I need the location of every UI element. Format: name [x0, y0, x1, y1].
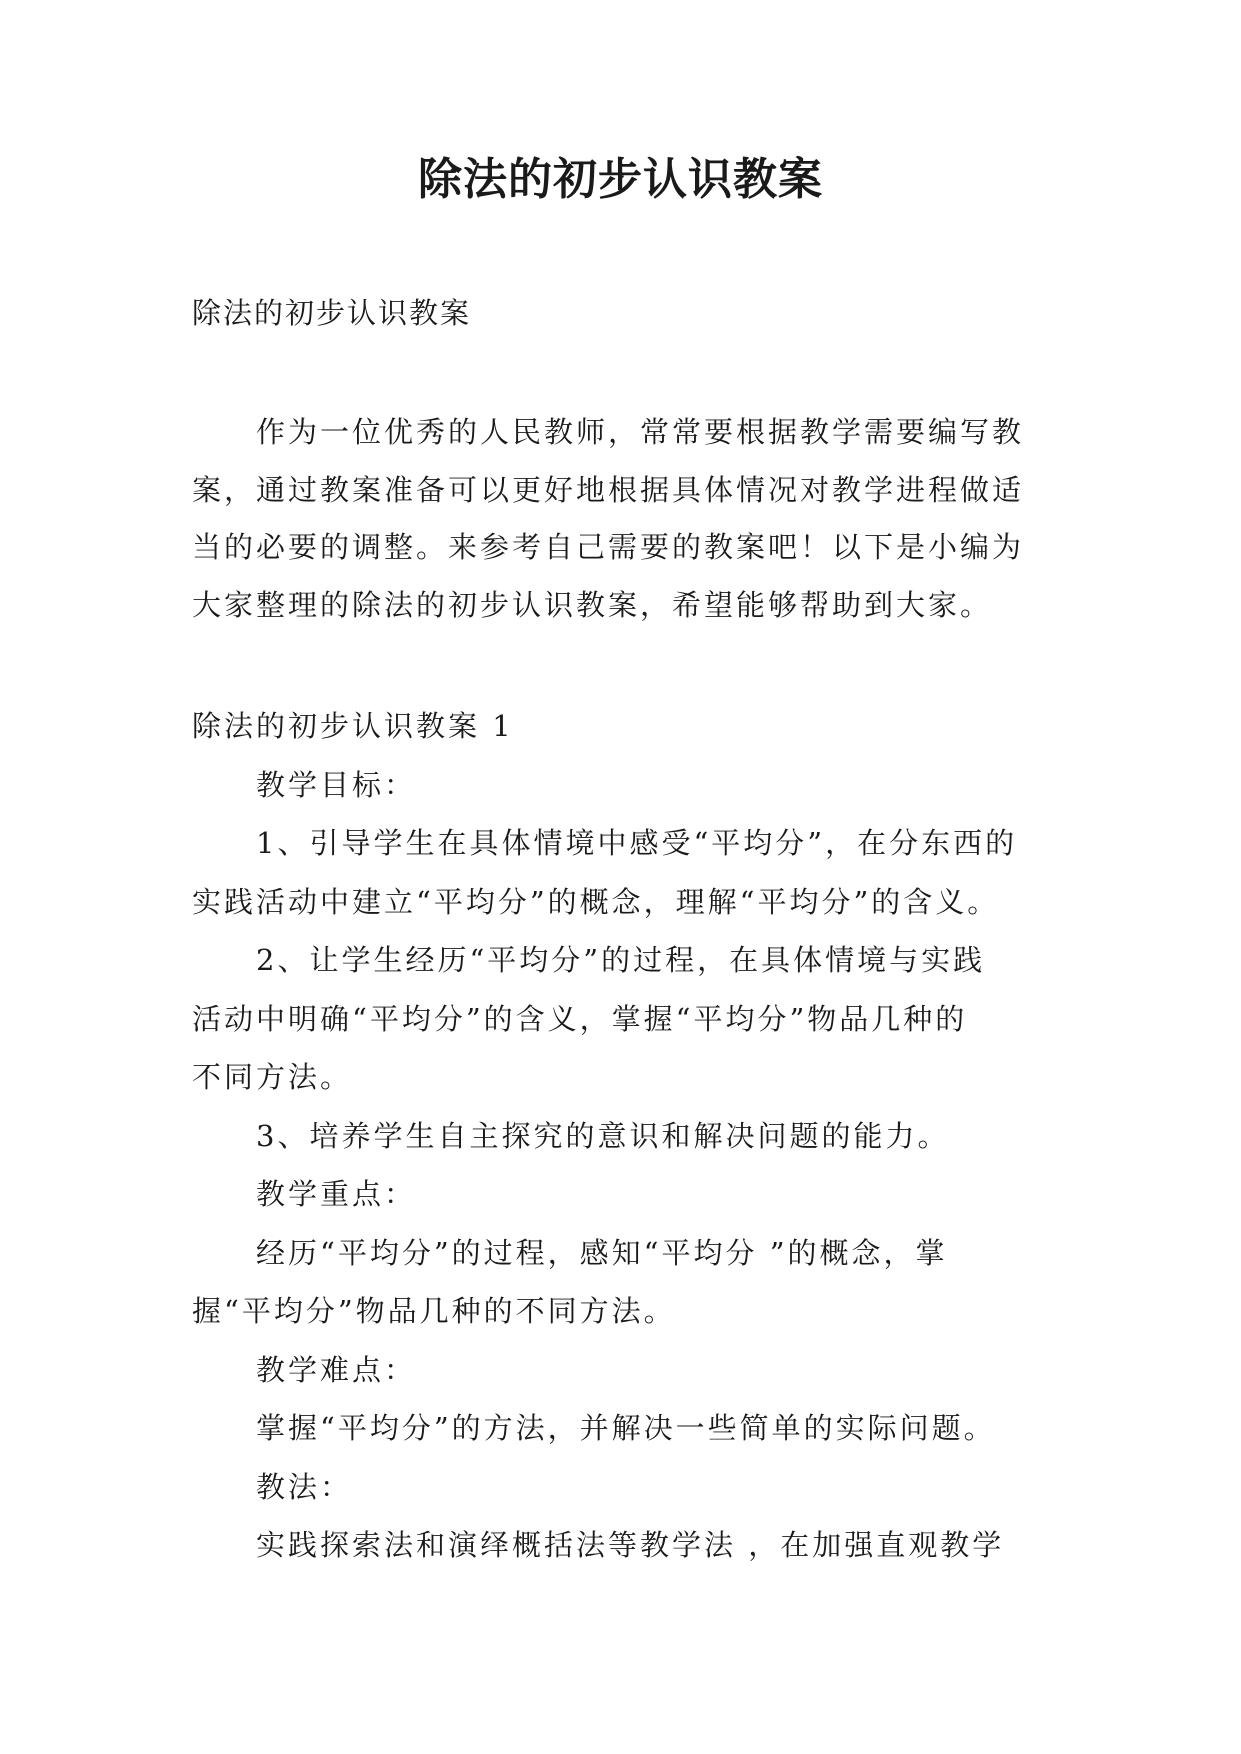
page-title: 除法的初步认识教案 — [418, 154, 823, 205]
section-heading: 除法的初步认识教案 1 — [192, 709, 514, 743]
method-label: 教法： — [256, 1469, 353, 1504]
intro-line: 当的必要的调整。来参考自己需要的教案吧！以下是小编为 — [192, 530, 1025, 564]
objective-1-line-1: 1、引导学生在具体情境中感受“平均分”，在分东西的 — [256, 826, 1018, 860]
intro-paragraph — [192, 404, 1060, 634]
key-points-line-1: 经历“平均分”的过程，感知“平均分 ”的概念，掌 — [256, 1235, 948, 1270]
key-points-line-2: 握“平均分”物品几种的不同方法。 — [192, 1294, 676, 1328]
difficulty-label: 教学难点： — [256, 1352, 417, 1387]
key-points-label: 教学重点： — [256, 1177, 417, 1211]
objectives-label: 教学目标： — [256, 767, 417, 802]
intro-line: 大家整理的除法的初步认识教案，希望能够帮助到大家。 — [192, 587, 993, 622]
intro-line: 案，通过教案准备可以更好地根据具体情况对教学进程做适 — [192, 472, 1025, 507]
intro-line: 作为一位优秀的人民教师，常常要根据教学需要编写教 — [256, 415, 1025, 449]
objective-2-line-2: 活动中明确“平均分”的含义，掌握“平均分”物品几种的 — [192, 1001, 968, 1036]
document-subtitle: 除法的初步认识教案 — [192, 296, 472, 330]
objective-2-line-1: 2、让学生经历“平均分”的过程，在具体情境与实践 — [256, 943, 986, 977]
objective-3: 3、培养学生自主探究的意识和解决问题的能力。 — [256, 1118, 950, 1153]
lesson-plan-section-1 — [192, 697, 1072, 1575]
objective-2-line-3: 不同方法。 — [192, 1060, 353, 1094]
difficulty-text: 掌握“平均分”的方法，并解决一些简单的实际问题。 — [256, 1411, 996, 1445]
method-text: 实践探索法和演绎概括法等教学法 ，在加强直观教学 — [256, 1528, 1005, 1562]
objective-1-line-2: 实践活动中建立“平均分”的概念，理解“平均分”的含义。 — [192, 884, 1000, 919]
